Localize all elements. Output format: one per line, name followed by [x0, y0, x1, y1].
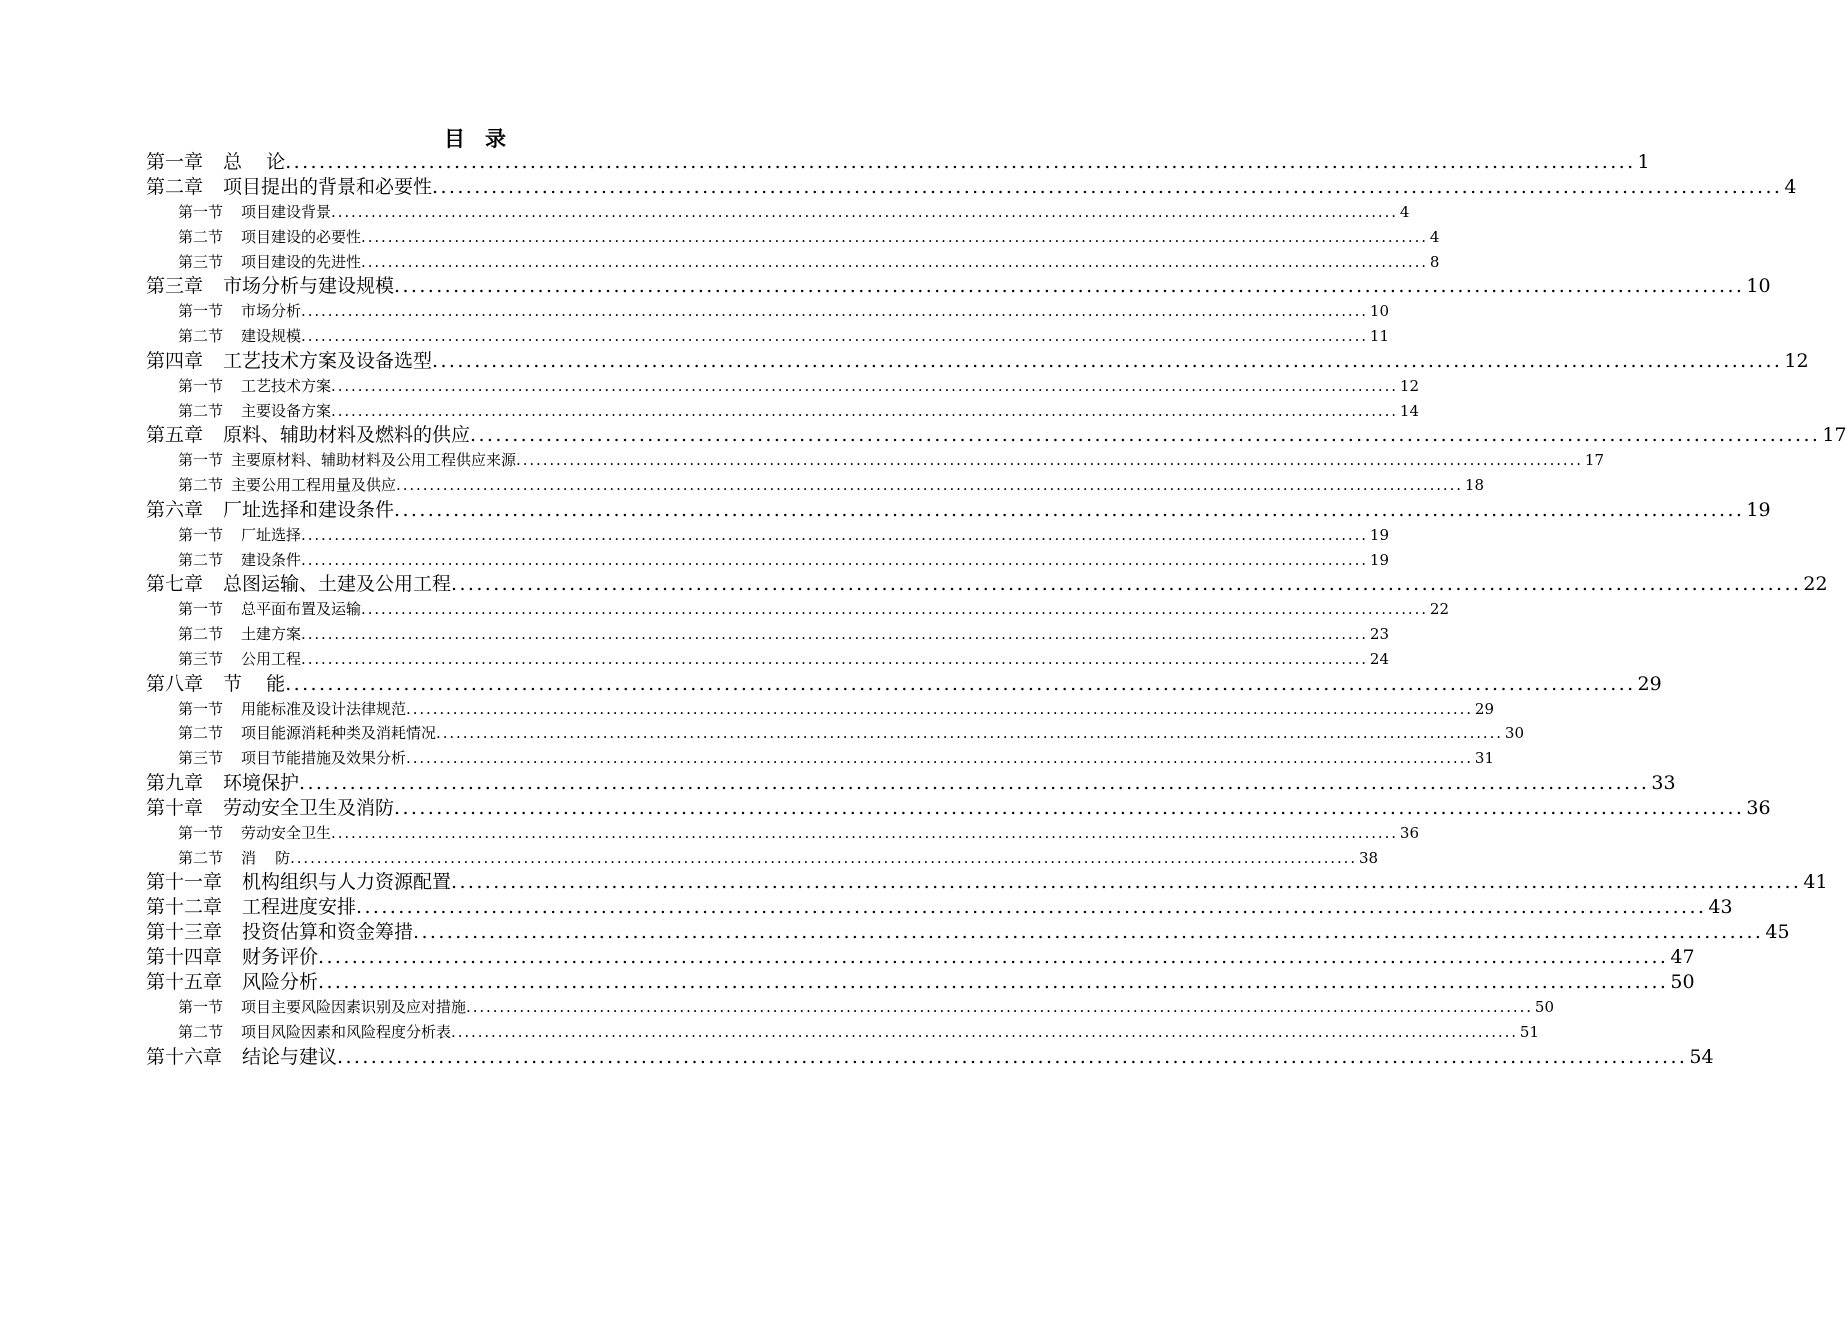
toc-entry-chapter[interactable]: [146, 672, 1662, 697]
toc-entry-page: 24: [1369, 649, 1390, 668]
toc-leader-dots: ................................................................................................................................................................: [451, 573, 1802, 596]
toc-entry-number: 第四章: [146, 349, 204, 372]
toc-entry-label: 原料、辅助材料及燃料的供应: [223, 424, 471, 447]
toc-entry-label: 市场分析: [241, 302, 302, 321]
toc-entry-page: 12: [1784, 349, 1809, 372]
toc-leader-dots: ................................................................................................................................................................: [301, 327, 1368, 345]
toc-entry-label: 市场分析与建设规模: [223, 275, 395, 298]
toc-entry-label: 消 防: [241, 848, 291, 867]
toc-entry-page: 50: [1534, 998, 1555, 1017]
toc-entry-number: 第十一章: [146, 871, 223, 894]
toc-entry-page: 31: [1474, 749, 1495, 767]
toc-entry-page: 4: [1399, 203, 1410, 221]
toc-leader-dots: ................................................................................................................................................................: [394, 796, 1745, 819]
toc-entry-chapter[interactable]: [146, 175, 1797, 200]
toc-entry-label: 总图运输、土建及公用工程: [223, 573, 452, 596]
toc-entry-label: 总平面布置及运输: [241, 600, 362, 619]
toc-leader-dots: ................................................................................................................................................................: [394, 275, 1745, 298]
toc-entry-label: 劳动安全卫生及消防: [223, 796, 395, 819]
toc-entry-page: 17: [1584, 451, 1605, 470]
toc-leader-dots: ................................................................................................................................................................: [361, 227, 1428, 246]
toc-entry-number: 第一节: [178, 823, 224, 842]
toc-entry-number: 第二节: [178, 327, 224, 345]
toc-entry-page: 33: [1651, 771, 1676, 794]
toc-leader-dots: ................................................................................................................................................................: [361, 600, 1428, 619]
toc-entry-label: 工艺技术方案: [241, 376, 332, 395]
toc-entry-section[interactable]: [146, 324, 1390, 349]
toc-entry-number: 第六章: [146, 498, 204, 521]
toc-entry-label: 环境保护: [223, 771, 300, 794]
toc-leader-dots: ................................................................................................................................................................: [406, 749, 1473, 767]
toc-entry-section[interactable]: [146, 647, 1390, 672]
toc-entry-label: 厂址选择: [241, 525, 302, 544]
toc-leader-dots: ................................................................................................................................................................: [301, 550, 1368, 569]
toc-entry-number: 第一节: [178, 600, 224, 619]
toc-entry-number: 第二节: [178, 401, 224, 420]
toc-entry-label: 项目建设的必要性: [241, 227, 362, 246]
toc-entry-number: 第二节: [178, 848, 224, 867]
toc-entry-page: 19: [1746, 498, 1771, 521]
toc-entry-chapter[interactable]: [146, 796, 1771, 821]
toc-entry-number: 第二节: [178, 550, 224, 569]
toc-entry-chapter[interactable]: [146, 572, 1828, 597]
toc-entry-label: 项目建设的先进性: [241, 252, 362, 271]
toc-entry-page: 45: [1765, 921, 1790, 944]
toc-entry-label: 节 能: [223, 672, 286, 695]
toc-entry-number: 第一节: [178, 376, 224, 395]
toc-entry-page: 4: [1784, 176, 1797, 198]
toc-leader-dots: ................................................................................................................................................................: [290, 848, 1357, 867]
toc-entry-number: 第二节: [178, 227, 224, 246]
toc-entry-page: 47: [1670, 946, 1695, 969]
toc-entry-label: 项目风险因素和风险程度分析表: [241, 1023, 452, 1041]
toc-entry-chapter[interactable]: [146, 870, 1828, 895]
toc-leader-dots: ................................................................................................................................................................: [451, 871, 1802, 894]
toc-entry-page: 30: [1504, 724, 1525, 743]
toc-entry-label: 项目建设背景: [241, 203, 332, 221]
toc-leader-dots: ................................................................................................................................................................: [436, 724, 1503, 743]
toc-leader-dots: ................................................................................................................................................................: [413, 921, 1764, 944]
toc-entry-page: 8: [1429, 252, 1440, 271]
toc-entry-label: 工程进度安排: [242, 896, 357, 919]
toc-entry-section[interactable]: [146, 1020, 1540, 1045]
toc-entry-number: 第一节: [178, 699, 224, 718]
toc-entry-label: 劳动安全卫生: [241, 823, 332, 842]
toc-entry-label: 项目提出的背景和必要性: [223, 176, 433, 198]
toc-leader-dots: ................................................................................................................................................................: [396, 476, 1463, 494]
toc-entry-label: 投资估算和资金筹措: [242, 921, 414, 944]
toc-leader-dots: ................................................................................................................................................................: [470, 424, 1821, 447]
toc-leader-dots: ................................................................................................................................................................: [394, 498, 1745, 521]
toc-entry-page: 19: [1369, 525, 1390, 544]
toc-entry-number: 第三章: [146, 275, 204, 298]
toc-entry-chapter[interactable]: [146, 423, 1847, 448]
toc-entry-number: 第八章: [146, 672, 204, 695]
toc-entry-page: 41: [1803, 871, 1828, 894]
toc-entry-label: 用能标准及设计法律规范: [241, 699, 407, 718]
toc-entry-number: 第二节: [178, 724, 224, 743]
toc-leader-dots: ................................................................................................................................................................: [406, 699, 1473, 718]
toc-entry-section[interactable]: [146, 622, 1390, 647]
toc-entry-page: 51: [1519, 1023, 1540, 1041]
toc-entry-label: 主要设备方案: [241, 401, 332, 420]
toc-entry-page: 22: [1803, 573, 1828, 596]
toc-entry-page: 10: [1746, 275, 1771, 298]
toc-leader-dots: ................................................................................................................................................................: [516, 451, 1583, 470]
toc-entry-number: 第二节: [178, 1023, 224, 1041]
toc-entry-page: 38: [1358, 848, 1379, 867]
toc-entry-number: 第十三章: [146, 921, 223, 944]
toc-entry-label: 机构组织与人力资源配置: [242, 871, 452, 894]
toc-entry-label: 主要原材料、辅助材料及公用工程供应来源: [231, 451, 517, 470]
toc-leader-dots: ................................................................................................................................................................: [432, 349, 1783, 372]
toc-entry-section[interactable]: [146, 250, 1440, 275]
toc-entry-label: 结论与建议: [242, 1045, 338, 1068]
toc-leader-dots: ................................................................................................................................................................: [299, 771, 1650, 794]
toc-entry-number: 第一节: [178, 451, 224, 470]
toc-leader-dots: ................................................................................................................................................................: [301, 625, 1368, 643]
toc-entry-page: 4: [1429, 227, 1440, 246]
toc-leader-dots: ................................................................................................................................................................: [285, 672, 1636, 695]
toc-entry-number: 第一节: [178, 302, 224, 321]
toc-entry-page: 12: [1399, 376, 1420, 395]
toc-entry-label: 工艺技术方案及设备选型: [223, 349, 433, 372]
toc-entry-label: 建设条件: [241, 550, 302, 569]
toc-leader-dots: ................................................................................................................................................................: [285, 151, 1636, 173]
toc-entry-page: 11: [1369, 327, 1390, 345]
toc-entry-page: 1: [1637, 151, 1650, 173]
toc-entry-label: 主要公用工程用量及供应: [231, 476, 397, 494]
toc-entry-label: 项目节能措施及效果分析: [241, 749, 407, 767]
toc-entry-page: 36: [1746, 796, 1771, 819]
toc-entry-number: 第五章: [146, 424, 204, 447]
toc-entry-number: 第二节: [178, 625, 224, 643]
toc-leader-dots: ................................................................................................................................................................: [432, 176, 1783, 198]
toc-entry-chapter[interactable]: [146, 349, 1809, 374]
toc-leader-dots: ................................................................................................................................................................: [331, 823, 1398, 842]
toc-entry-section[interactable]: [146, 821, 1420, 846]
toc-entry-label: 公用工程: [241, 649, 302, 668]
toc-leader-dots: ................................................................................................................................................................: [466, 998, 1533, 1017]
toc-entry-number: 第十二章: [146, 896, 223, 919]
toc-entry-page: 22: [1429, 600, 1450, 619]
toc-list: [146, 150, 1847, 1070]
toc-leader-dots: ................................................................................................................................................................: [331, 376, 1398, 395]
toc-entry-chapter[interactable]: [146, 771, 1676, 796]
toc-entry-section[interactable]: [146, 995, 1555, 1020]
toc-leader-dots: ................................................................................................................................................................: [318, 971, 1669, 994]
toc-entry-label: 风险分析: [242, 971, 319, 994]
toc-entry-number: 第七章: [146, 573, 204, 596]
toc-leader-dots: ................................................................................................................................................................: [356, 896, 1707, 919]
toc-leader-dots: ................................................................................................................................................................: [318, 946, 1669, 969]
toc-entry-label: 项目主要风险因素识别及应对措施: [241, 998, 467, 1017]
toc-entry-page: 19: [1369, 550, 1390, 569]
toc-entry-number: 第三节: [178, 749, 224, 767]
toc-entry-chapter[interactable]: [146, 274, 1771, 299]
toc-entry-page: 10: [1369, 302, 1390, 321]
toc-entry-section[interactable]: [146, 548, 1390, 573]
toc-entry-number: 第一节: [178, 525, 224, 544]
toc-entry-chapter[interactable]: [146, 895, 1733, 920]
toc-entry-number: 第二章: [146, 176, 204, 198]
toc-entry-page: 29: [1637, 672, 1662, 695]
toc-entry-number: 第一章: [146, 151, 204, 173]
toc-entry-section[interactable]: [146, 399, 1420, 424]
toc-entry-page: 18: [1464, 476, 1485, 494]
toc-entry-section[interactable]: [146, 374, 1420, 399]
toc-entry-chapter[interactable]: [146, 498, 1771, 523]
toc-entry-page: 54: [1689, 1045, 1714, 1068]
toc-entry-number: 第十章: [146, 796, 204, 819]
toc-entry-section[interactable]: [146, 299, 1390, 324]
toc-leader-dots: ................................................................................................................................................................: [331, 401, 1398, 420]
toc-entry-chapter[interactable]: [146, 150, 1650, 175]
toc-entry-section[interactable]: [146, 846, 1379, 871]
toc-entry-section[interactable]: [146, 448, 1605, 473]
toc-entry-label: 总 论: [223, 151, 286, 173]
toc-entry-page: 43: [1708, 896, 1733, 919]
toc-entry-page: 50: [1670, 971, 1695, 994]
toc-entry-page: 23: [1369, 625, 1390, 643]
toc-entry-section[interactable]: [146, 523, 1390, 548]
toc-entry-section[interactable]: [146, 200, 1410, 225]
toc-entry-page: 36: [1399, 823, 1420, 842]
toc-entry-chapter[interactable]: [146, 970, 1695, 995]
toc-leader-dots: ................................................................................................................................................................: [331, 203, 1398, 221]
toc-entry-page: 17: [1822, 424, 1847, 447]
toc-leader-dots: ................................................................................................................................................................: [301, 649, 1368, 668]
toc-entry-page: 29: [1474, 699, 1495, 718]
toc-entry-label: 项目能源消耗种类及消耗情况: [241, 724, 437, 743]
toc-entry-page: 14: [1399, 401, 1420, 420]
toc-entry-number: 第十六章: [146, 1045, 223, 1068]
toc-leader-dots: ................................................................................................................................................................: [337, 1045, 1688, 1068]
toc-leader-dots: ................................................................................................................................................................: [301, 525, 1368, 544]
toc-entry-number: 第九章: [146, 771, 204, 794]
toc-entry-section[interactable]: [146, 746, 1495, 771]
toc-entry-number: 第一节: [178, 998, 224, 1017]
toc-entry-section[interactable]: [146, 697, 1495, 722]
toc-entry-chapter[interactable]: [146, 1045, 1714, 1070]
toc-entry-label: 土建方案: [241, 625, 302, 643]
toc-entry-label: 建设规模: [241, 327, 302, 345]
toc-entry-number: 第十四章: [146, 946, 223, 969]
toc-leader-dots: ................................................................................................................................................................: [361, 252, 1428, 271]
toc-entry-chapter[interactable]: [146, 920, 1790, 945]
toc-entry-number: 第一节: [178, 203, 224, 221]
toc-leader-dots: ................................................................................................................................................................: [301, 302, 1368, 321]
toc-entry-chapter[interactable]: [146, 945, 1695, 970]
toc-leader-dots: ................................................................................................................................................................: [451, 1023, 1518, 1041]
toc-entry-section[interactable]: [146, 473, 1485, 498]
toc-entry-label: 财务评价: [242, 946, 319, 969]
toc-entry-section[interactable]: [146, 597, 1450, 622]
toc-entry-number: 第二节: [178, 476, 224, 494]
toc-entry-label: 厂址选择和建设条件: [223, 498, 395, 521]
toc-entry-number: 第三节: [178, 252, 224, 271]
toc-entry-number: 第三节: [178, 649, 224, 668]
toc-entry-section[interactable]: [146, 225, 1440, 250]
toc-title: 目录: [444, 126, 526, 151]
toc-entry-number: 第十五章: [146, 971, 223, 994]
toc-entry-section[interactable]: [146, 721, 1525, 746]
